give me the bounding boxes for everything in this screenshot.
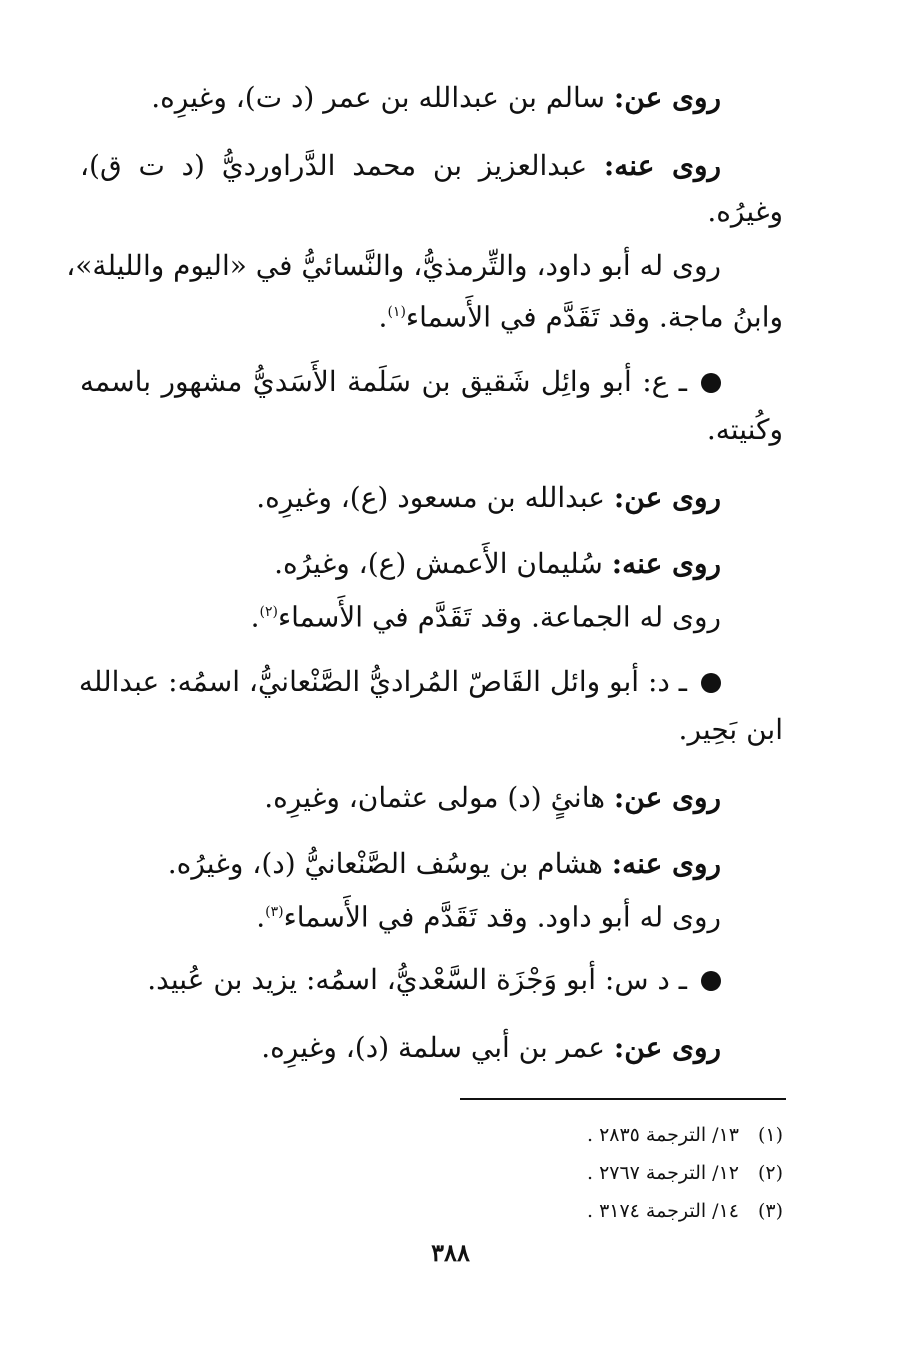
narrated-by-line: [80, 148, 721, 184]
page-number: ٣٨٨: [431, 1238, 470, 1267]
footnote-number: (١): [757, 1124, 783, 1146]
text: هشام بن يوسُف الصَّنْعانيُّ (د)، وغيرُه.: [167, 847, 603, 880]
text: روى له أبو داود. وقد تَقَدَّم في الأَسماء: [283, 900, 721, 934]
bullet-icon: [701, 971, 721, 991]
label: روى عن:: [613, 781, 721, 814]
label: روى عنه:: [611, 847, 721, 880]
footnote: [587, 1198, 783, 1224]
continuation-line: [80, 294, 783, 335]
label: روى عنه:: [603, 149, 721, 182]
text: روى له الجماعة. وقد تَقَدَّم في الأَسماء: [277, 600, 721, 634]
text: ـ ع: أبو وائِل شَقيق بن سَلَمة الأَسَديُّ مشهور باسمه: [80, 365, 687, 398]
text: سالم بن عبدالله بن عمر (د ت)، وغيرِه.: [151, 81, 606, 114]
label: روى عن:: [613, 1031, 721, 1064]
text: هانئٍ (د) مولى عثمان، وغيرِه.: [264, 781, 606, 814]
footnote-text: ١٤/ الترجمة ٣١٧٤ .: [586, 1200, 739, 1222]
text: عبدالله بن مسعود (ع)، وغيرِه.: [256, 481, 606, 514]
footnote-divider: [460, 1098, 786, 1100]
text: وابنُ ماجة. وقد تَقَدَّم في الأَسماء: [405, 300, 783, 334]
text: ـ د س: أبو وَجْزَة السَّعْديُّ، اسمُه: يزيد بن عُبيد.: [147, 963, 687, 996]
bullet-icon: [701, 373, 721, 393]
narrated-by-line: [80, 846, 721, 882]
person-heading: [80, 962, 721, 998]
footnote: [587, 1122, 783, 1148]
narrated-from-line: [80, 780, 721, 816]
continuation-line: وغيرُه.: [707, 195, 783, 228]
footnote-ref: (٣): [265, 904, 284, 920]
text: ـ د: أبو وائل القَاصّ المُراديُّ الصَّنْعانيُّ، اسمُه: عبدالله: [78, 665, 687, 698]
label: روى عن:: [613, 81, 721, 114]
text: عبدالعزيز بن محمد الدَّراورديُّ (د ت ق)،: [80, 149, 588, 182]
person-heading: [80, 664, 721, 700]
narrated-from-line: [80, 1030, 721, 1066]
narrated-for-line: [80, 894, 721, 935]
narrated-for-line: روى له أبو داود، والتِّرمذيُّ، والنَّسائيُّ في «اليوم والليلة»،: [66, 249, 721, 282]
narrated-from-line: [80, 80, 721, 116]
bullet-icon: [701, 673, 721, 693]
text: .: [250, 600, 260, 634]
text: عمر بن أبي سلمة (د)، وغيرِه.: [261, 1031, 606, 1064]
label: روى عن:: [613, 481, 721, 514]
footnote-ref: (١): [387, 304, 406, 320]
label: روى عنه:: [611, 547, 721, 580]
text: .: [256, 900, 266, 934]
footnote-ref: (٢): [259, 604, 278, 620]
text: سُليمان الأَعمش (ع)، وغيرُه.: [274, 547, 603, 580]
continuation-line: ابن بَحِير.: [678, 713, 783, 746]
narrated-for-line: [80, 594, 721, 635]
footnote-text: ١٢/ الترجمة ٢٧٦٧ .: [586, 1162, 739, 1184]
narrated-from-line: [80, 480, 721, 516]
narrated-by-line: [80, 546, 721, 582]
footnote-text: ١٣/ الترجمة ٢٨٣٥ .: [586, 1124, 739, 1146]
footnote: [587, 1160, 783, 1186]
person-heading: [80, 364, 721, 400]
continuation-line: وكُنيته.: [706, 413, 783, 446]
footnote-number: (٢): [757, 1162, 783, 1184]
footnote-number: (٣): [757, 1200, 783, 1222]
text: .: [378, 300, 388, 334]
